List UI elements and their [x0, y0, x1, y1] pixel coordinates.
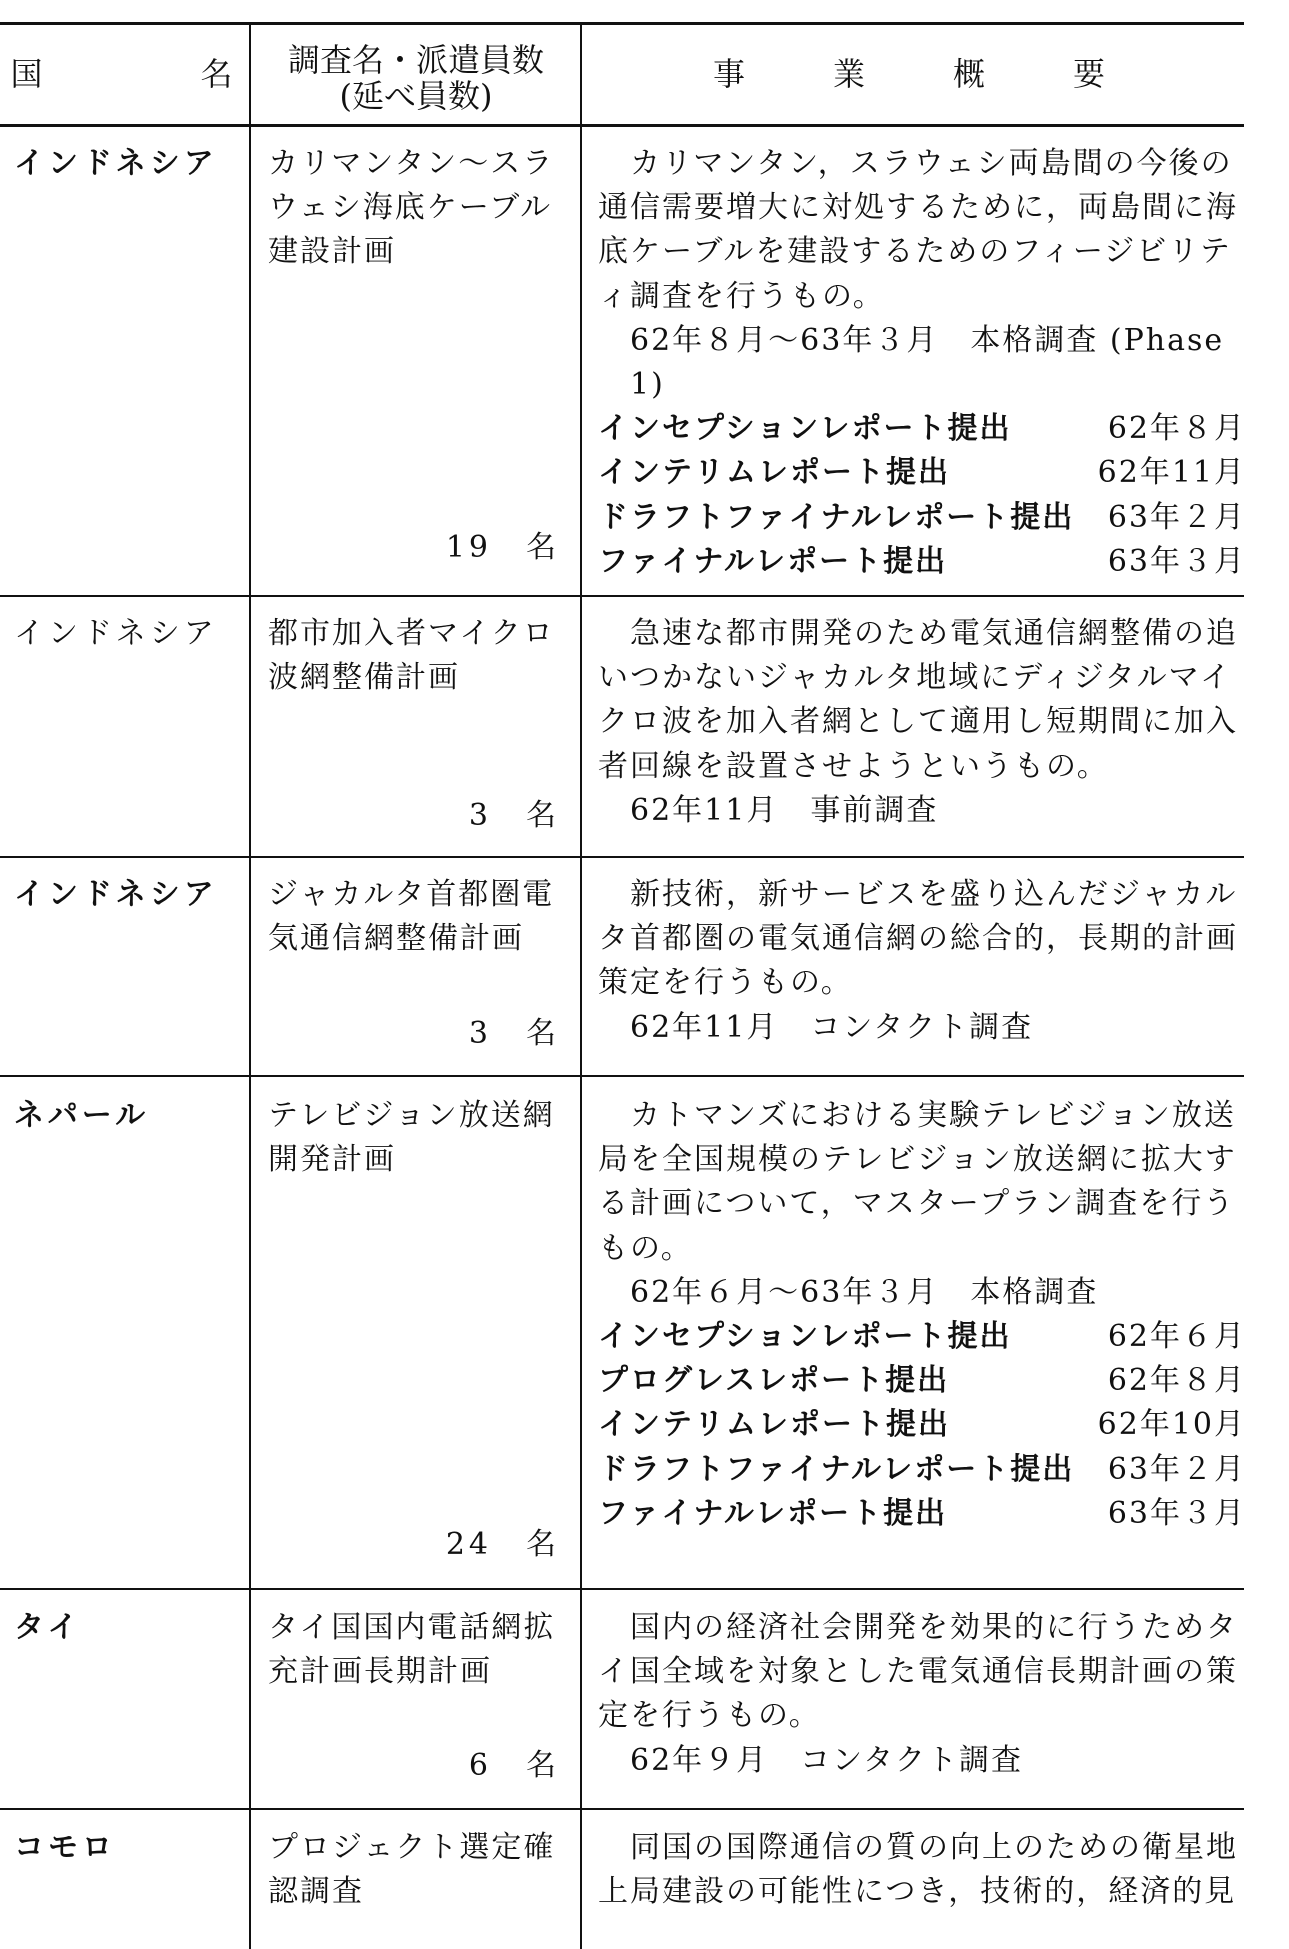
table-top-rule: [0, 22, 1244, 25]
header-rule: [0, 124, 1244, 127]
milestone-row: [598, 1492, 1246, 1536]
row-survey-name: カリマンタン〜スラウェシ海底ケーブル建設計画: [268, 146, 555, 270]
row-rule: [0, 856, 1244, 858]
milestone-row: [598, 407, 1246, 451]
summary-text: 新技術，新サービスを盛り込んだジャカルタ首都圏の電気通信網の総合的，長期的計画策定を行うもの。: [598, 877, 1238, 1001]
row-country: ネパール: [14, 1098, 150, 1133]
summary-text: 急速な都市開発のため電気通信網整備の追いつかないジャカルタ地域にディジタルマイクロ波を加入者網として適用し短期間に加入者回線を設置させようというもの。: [598, 616, 1238, 784]
milestone-label: インテリムレポート提出: [598, 455, 950, 491]
row-rule: [0, 1075, 1244, 1077]
schedule-note: 62年11月 コンタクト調査: [630, 1009, 1034, 1045]
milestone-label: ドラフトファイナルレポート提出: [598, 499, 1075, 535]
milestone-label: ファイナルレポート提出: [598, 543, 948, 579]
row-survey-name: プロジェクト選定確認調査: [268, 1830, 556, 1910]
milestone-date: 62年６月: [1107, 1319, 1246, 1355]
column-divider: [580, 22, 582, 1949]
row-summary: [598, 1606, 1246, 1783]
milestone-label: インセプションレポート提出: [598, 411, 1012, 447]
milestone-date: 62年10月: [1097, 1407, 1246, 1443]
row-staff-count: 19 名: [445, 530, 560, 565]
milestone-label: ドラフトファイナルレポート提出: [598, 1451, 1075, 1487]
row-staff-count: 6 名: [468, 1748, 560, 1783]
row-survey-name: ジャカルタ首都圏電気通信網整備計画: [268, 877, 555, 957]
milestone-row: [598, 540, 1246, 584]
milestone-label: インテリムレポート提出: [598, 1407, 950, 1443]
row-country: インドネシア: [14, 146, 218, 181]
header-summary: 事 業 概 要: [712, 55, 1113, 93]
row-summary: [598, 873, 1246, 1050]
milestone-date: 63年３月: [1107, 1495, 1246, 1531]
schedule-note: 62年６月〜63年３月 本格調査: [630, 1274, 1099, 1310]
milestone-date: 62年８月: [1107, 411, 1246, 447]
row-summary: [598, 142, 1246, 584]
row-rule: [0, 595, 1244, 597]
row-summary: [598, 612, 1246, 833]
milestone-row: [598, 451, 1246, 495]
column-divider: [249, 22, 251, 1949]
milestone-label: インセプションレポート提出: [598, 1319, 1012, 1355]
row-summary: [598, 1094, 1246, 1536]
header-country: 国 名: [10, 55, 239, 93]
row-summary: [598, 1826, 1246, 1914]
row-staff-count: 3 名: [468, 1016, 560, 1051]
milestone-row: [598, 1403, 1246, 1447]
row-country: タイ: [14, 1610, 82, 1645]
schedule-note: 62年11月 事前調査: [630, 792, 939, 828]
row-country: インドネシア: [14, 877, 218, 912]
milestone-date: 63年３月: [1107, 543, 1246, 579]
milestone-label: プログレスレポート提出: [598, 1363, 950, 1399]
row-survey-name: タイ国国内電話網拡充計画長期計画: [268, 1610, 556, 1690]
row-staff-count: 3 名: [468, 798, 560, 833]
header-survey-title: 調査名・派遣員数: [287, 41, 544, 79]
milestone-date: 63年２月: [1107, 499, 1246, 535]
summary-text: カトマンズにおける実験テレビジョン放送局を全国規模のテレビジョン放送網に拡大する計画について，マスタープラン調査を行うもの。: [598, 1098, 1237, 1266]
milestone-date: 62年11月: [1097, 455, 1246, 491]
header-survey: [252, 42, 580, 114]
milestone-date: 63年２月: [1107, 1451, 1246, 1487]
row-country: インドネシア: [14, 616, 218, 651]
milestone-row: [598, 1359, 1246, 1403]
milestone-label: ファイナルレポート提出: [598, 1495, 948, 1531]
row-rule: [0, 1808, 1244, 1810]
row-country: コモロ: [14, 1830, 116, 1865]
summary-text: カリマンタン，スラウェシ両島間の今後の通信需要増大に対処するために，両島間に海底ケーブルを建設するためのフィージビリティ調査を行うもの。: [598, 146, 1238, 314]
schedule-note: 62年９月 コンタクト調査: [630, 1742, 1023, 1778]
milestone-date: 62年８月: [1107, 1363, 1246, 1399]
schedule-note: 62年８月〜63年３月 本格調査 (Phase 1): [630, 322, 1225, 403]
row-survey-name: テレビジョン放送網開発計画: [268, 1098, 555, 1178]
row-survey-name: 都市加入者マイクロ波網整備計画: [268, 616, 555, 696]
summary-text: 同国の国際通信の質の向上のための衛星地上局建設の可能性につき，技術的，経済的見: [598, 1830, 1238, 1910]
summary-text: 国内の経済社会開発を効果的に行うためタイ国全域を対象とした電気通信長期計画の策定を行うもの。: [598, 1610, 1238, 1734]
milestone-row: [598, 496, 1246, 540]
milestone-row: [598, 1448, 1246, 1492]
milestone-row: [598, 1315, 1246, 1359]
row-staff-count: 24 名: [445, 1527, 560, 1562]
header-survey-subtitle: (延べ員数): [339, 77, 493, 115]
row-rule: [0, 1588, 1244, 1590]
